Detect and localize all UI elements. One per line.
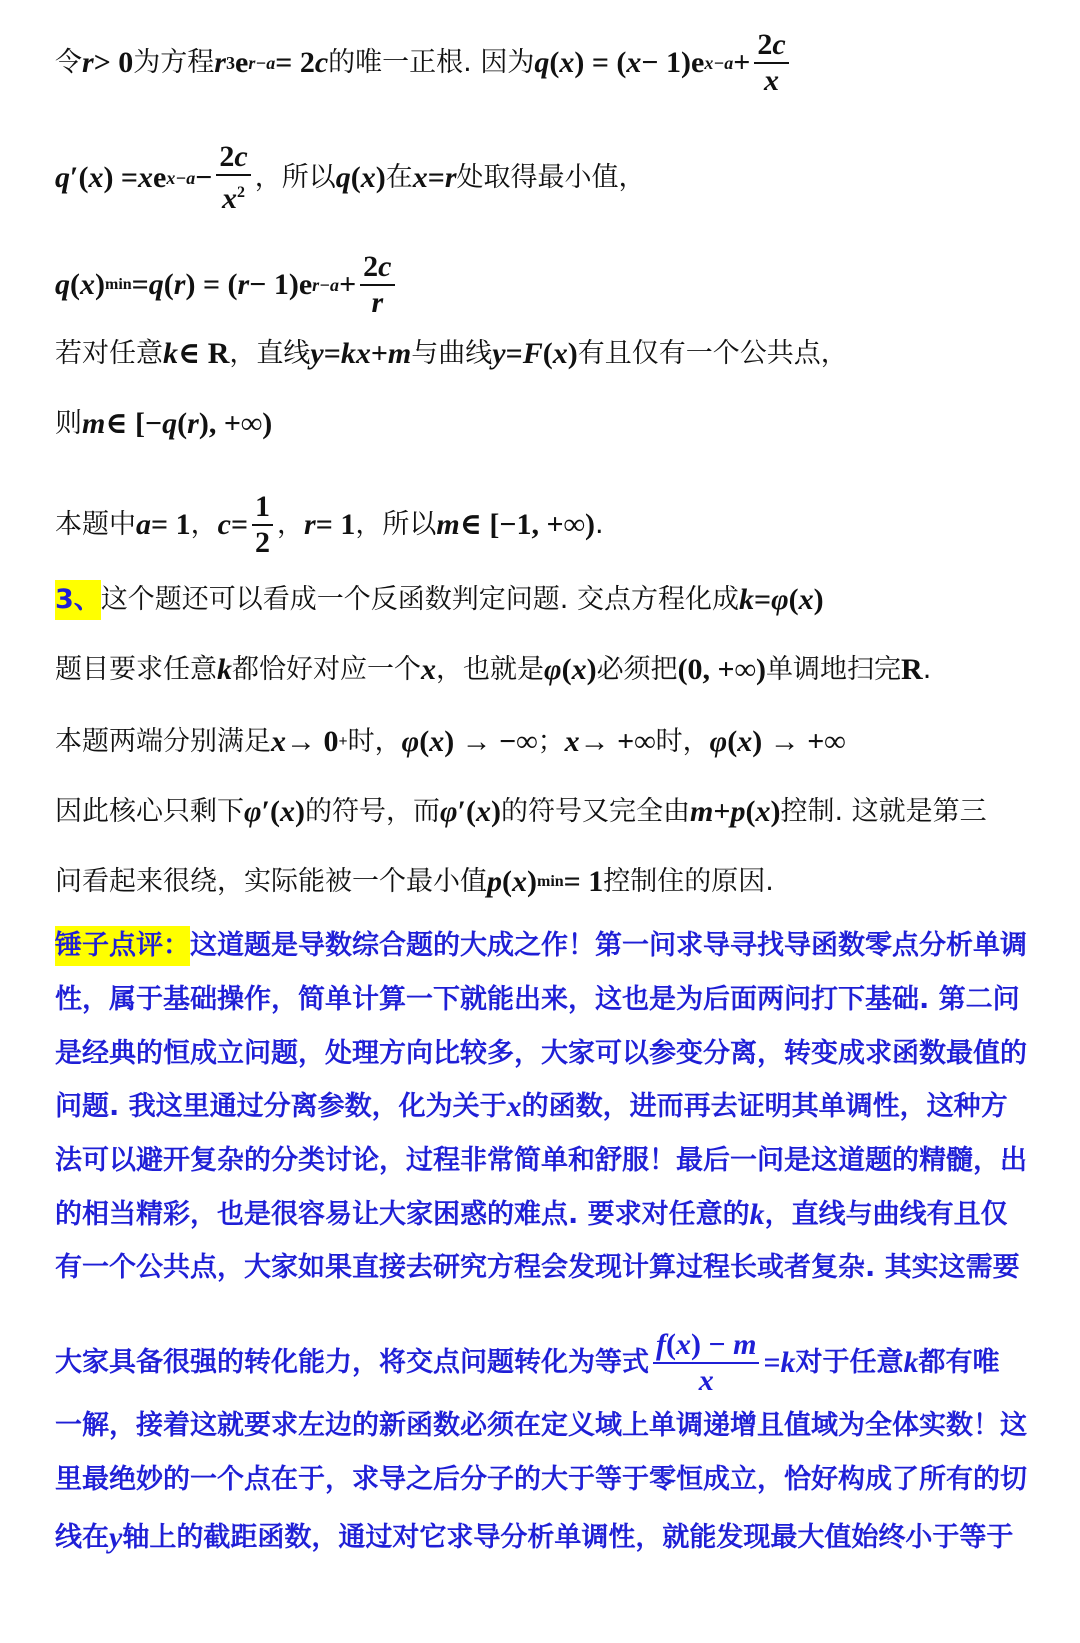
text-line-1: 令 r > 0 为方程 r 3 e r−a = 2 c 的唯一正根. 因为 q ( x ) = ( x − 1)e x−a + $\frac{2c}{x}$ [55,28,1062,98]
text-line-12: 锤子点评： 这道题是导数综合题的大成之作！第一问求导寻找导函数零点分析单调 [55,926,1062,966]
text-line-18: 有一个公共点，大家如果直接去研究方程会发现计算过程长或者复杂. 其实这需要 [55,1252,1020,1283]
text-line-6: 本题中 a = 1 ， c = $\frac{1}{2}$ ， r = 1 ，所以 m ∈ [−1, +∞) . [55,490,604,559]
text-line-15: 问题. 我这里通过分离参数，化为关于 x 的函数，进而再去证明其单调性，这种方 [55,1090,1008,1123]
text-line-20: 一解，接着这就要求左边的新函数必须在定义域上单调递增且值域为全体实数！这 [55,1410,1027,1441]
text-line-3: q ( x ) min = q ( r ) = ( r − 1)e r−a + $\frac{2c}{r}$ [55,250,1062,320]
text-line-16: 法可以避开复杂的分类讨论，过程非常简单和舒服！最后一问是这道题的精髓，出 [55,1145,1027,1176]
text-line-7: 3、 这个题还可以看成一个反函数判定问题. 交点方程化成 k = φ ( x ) [55,580,1062,620]
text-line-21: 里最绝妙的一个点在于，求导之后分子的大于等于零恒成立，恰好构成了所有的切 [55,1464,1027,1495]
text-line-2: q ′( x ) = x e x−a − $\frac{2c}{x^2}$ ，所以 q ( x ) 在 x = r 处取得最小值， [55,140,646,215]
text-line-5: 则 m ∈ [− q ( r ), +∞) [55,407,273,440]
text-line-17: 的相当精彩，也是很容易让大家困惑的难点. 要求对任意的 k ，直线与曲线有且仅 [55,1198,1008,1231]
text-line-4: 若对任意 k ∈ R ，直线 y = kx + m 与曲线 y = F ( x ) 有且仅有一个公共点， [55,337,848,370]
text-line-14: 是经典的恒成立问题，处理方向比较多，大家可以参变分离，转变成求函数最值的 [55,1038,1027,1069]
text-line-13: 性，属于基础操作，简单计算一下就能出来，这也是为后面两问打下基础. 第二问 [55,984,1020,1015]
text-line-9: 本题两端分别满足 x → 0 + 时， φ ( x ) → −∞ ； x → +∞ 时， φ ( x ) → +∞ [55,725,846,758]
text-line-8: 题目要求任意 k 都恰好对应一个 x ，也就是 φ ( x ) 必须把 (0, +∞) 单调地扫完 R . [55,653,932,686]
text-line-10: 因此核心只剩下 φ ′( x ) 的符号，而 φ ′( x ) 的符号又完全由 m + p ( x ) 控制. 这就是第三 [55,795,987,828]
text-line-22: 线在 y 轴上的截距函数，通过对它求导分析单调性，就能发现最大值始终小于等于 [55,1521,1014,1554]
text-line-19: 大家具备很强的转化能力，将交点问题转化为等式 $\frac{f(x) - m}{x}$ = k 对于任意 k 都有唯 [55,1328,1000,1397]
text-line-11: 问看起来很绕，实际能被一个最小值 p ( x ) min = 1 控制住的原因. [55,865,774,898]
